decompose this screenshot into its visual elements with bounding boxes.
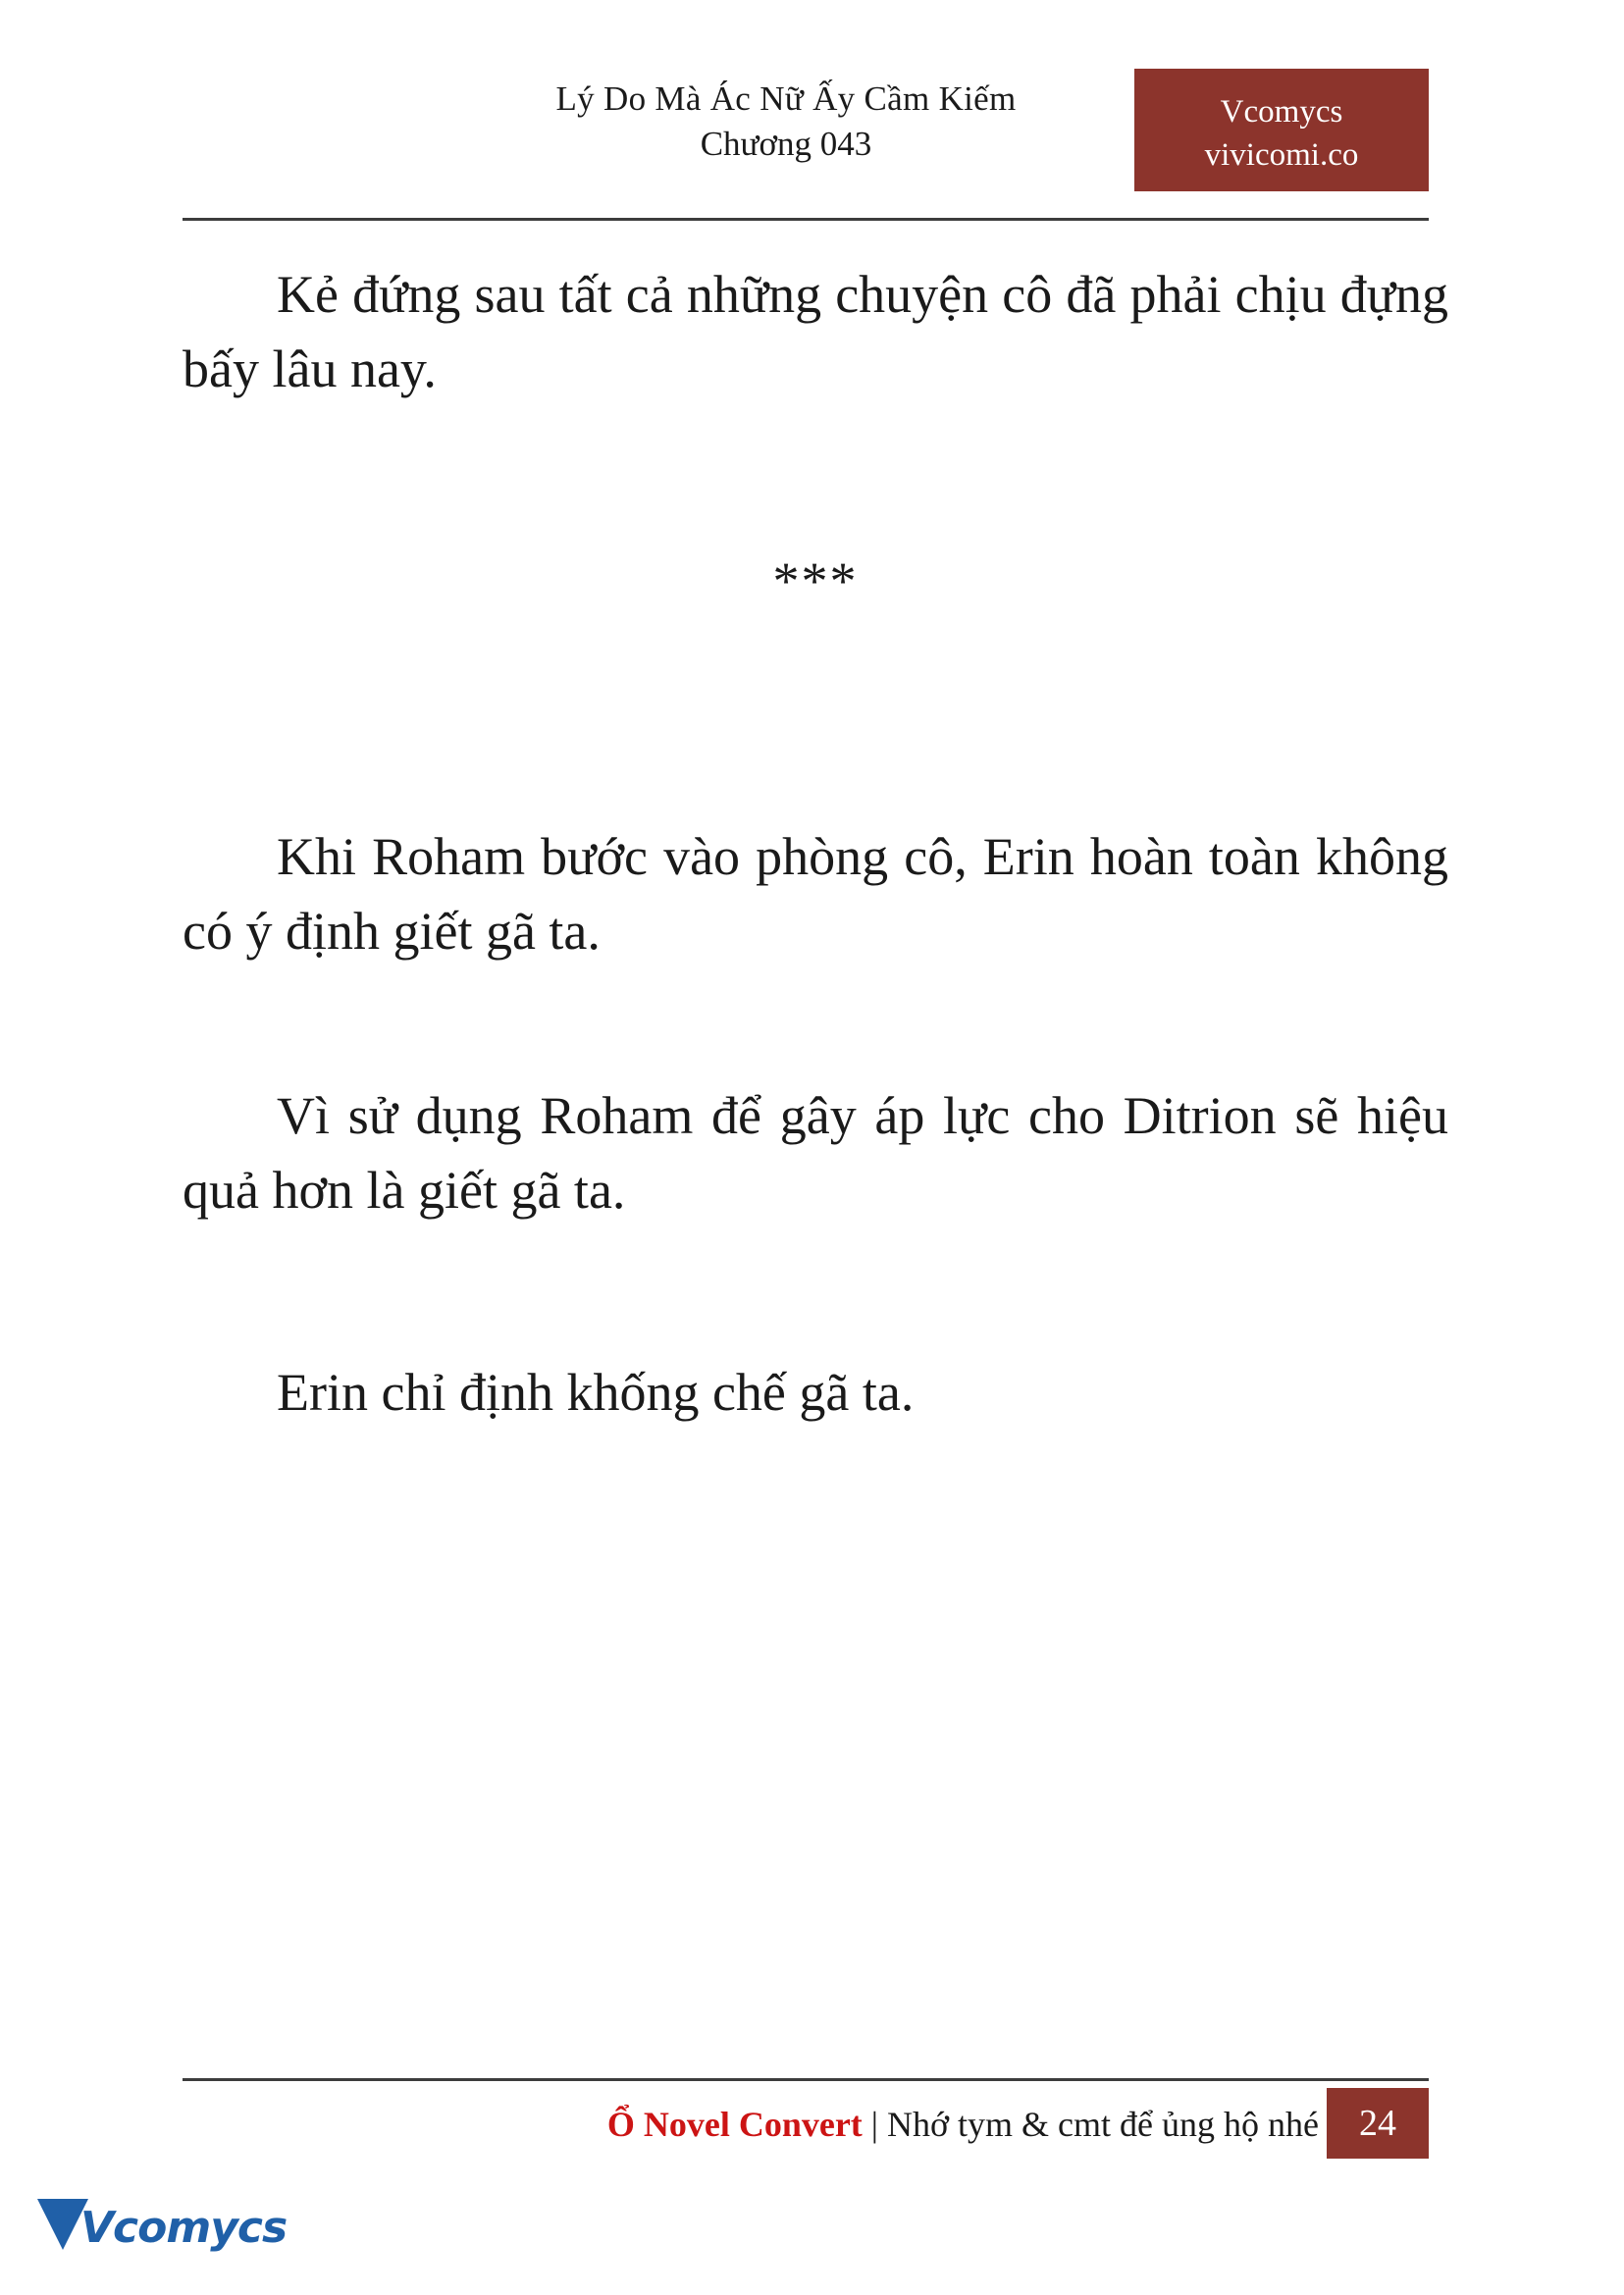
site-badge	[1134, 69, 1429, 191]
footer-brand: Ổ Novel Convert	[606, 2105, 863, 2144]
paragraph: Kẻ đứng sau tất cả những chuyện cô đã phải chịu đựng bấy lâu nay.	[183, 265, 1448, 398]
footer-credit	[607, 2102, 1319, 2147]
spacer	[183, 406, 1448, 544]
spacer	[183, 968, 1448, 1078]
page-footer	[183, 2088, 1429, 2159]
vcomycs-watermark	[37, 2195, 288, 2268]
spacer	[183, 1227, 1448, 1355]
paragraph: Vì sử dụng Roham để gây áp lực cho Ditrion sẽ hiệu quả hơn là giết gã ta.	[183, 1086, 1448, 1220]
paragraph: Erin chỉ định khống chế gã ta.	[277, 1363, 915, 1422]
page-content	[183, 257, 1448, 1430]
site-badge-url: vivicomi.co	[1204, 137, 1359, 173]
spacer	[183, 618, 1448, 819]
page-number: 24	[1327, 2088, 1429, 2159]
page-header	[183, 77, 1429, 214]
paragraph: Khi Roham bước vào phòng cô, Erin hoàn toàn không có ý định giết gã ta.	[183, 827, 1448, 961]
watermark-label: Vcomycs	[80, 2203, 288, 2253]
header-divider	[183, 218, 1429, 221]
footer-note: Nhớ tym & cmt để ủng hộ nhé	[887, 2105, 1319, 2144]
scene-divider: ***	[772, 551, 859, 610]
footer-separator: |	[870, 2105, 879, 2144]
site-badge-name: Vcomycs	[1220, 94, 1343, 130]
header-title-block	[443, 77, 1129, 167]
footer-divider	[183, 2078, 1429, 2081]
chapter-label: Chương 043	[700, 125, 872, 163]
book-title: Lý Do Mà Ác Nữ Ấy Cầm Kiếm	[555, 79, 1017, 118]
